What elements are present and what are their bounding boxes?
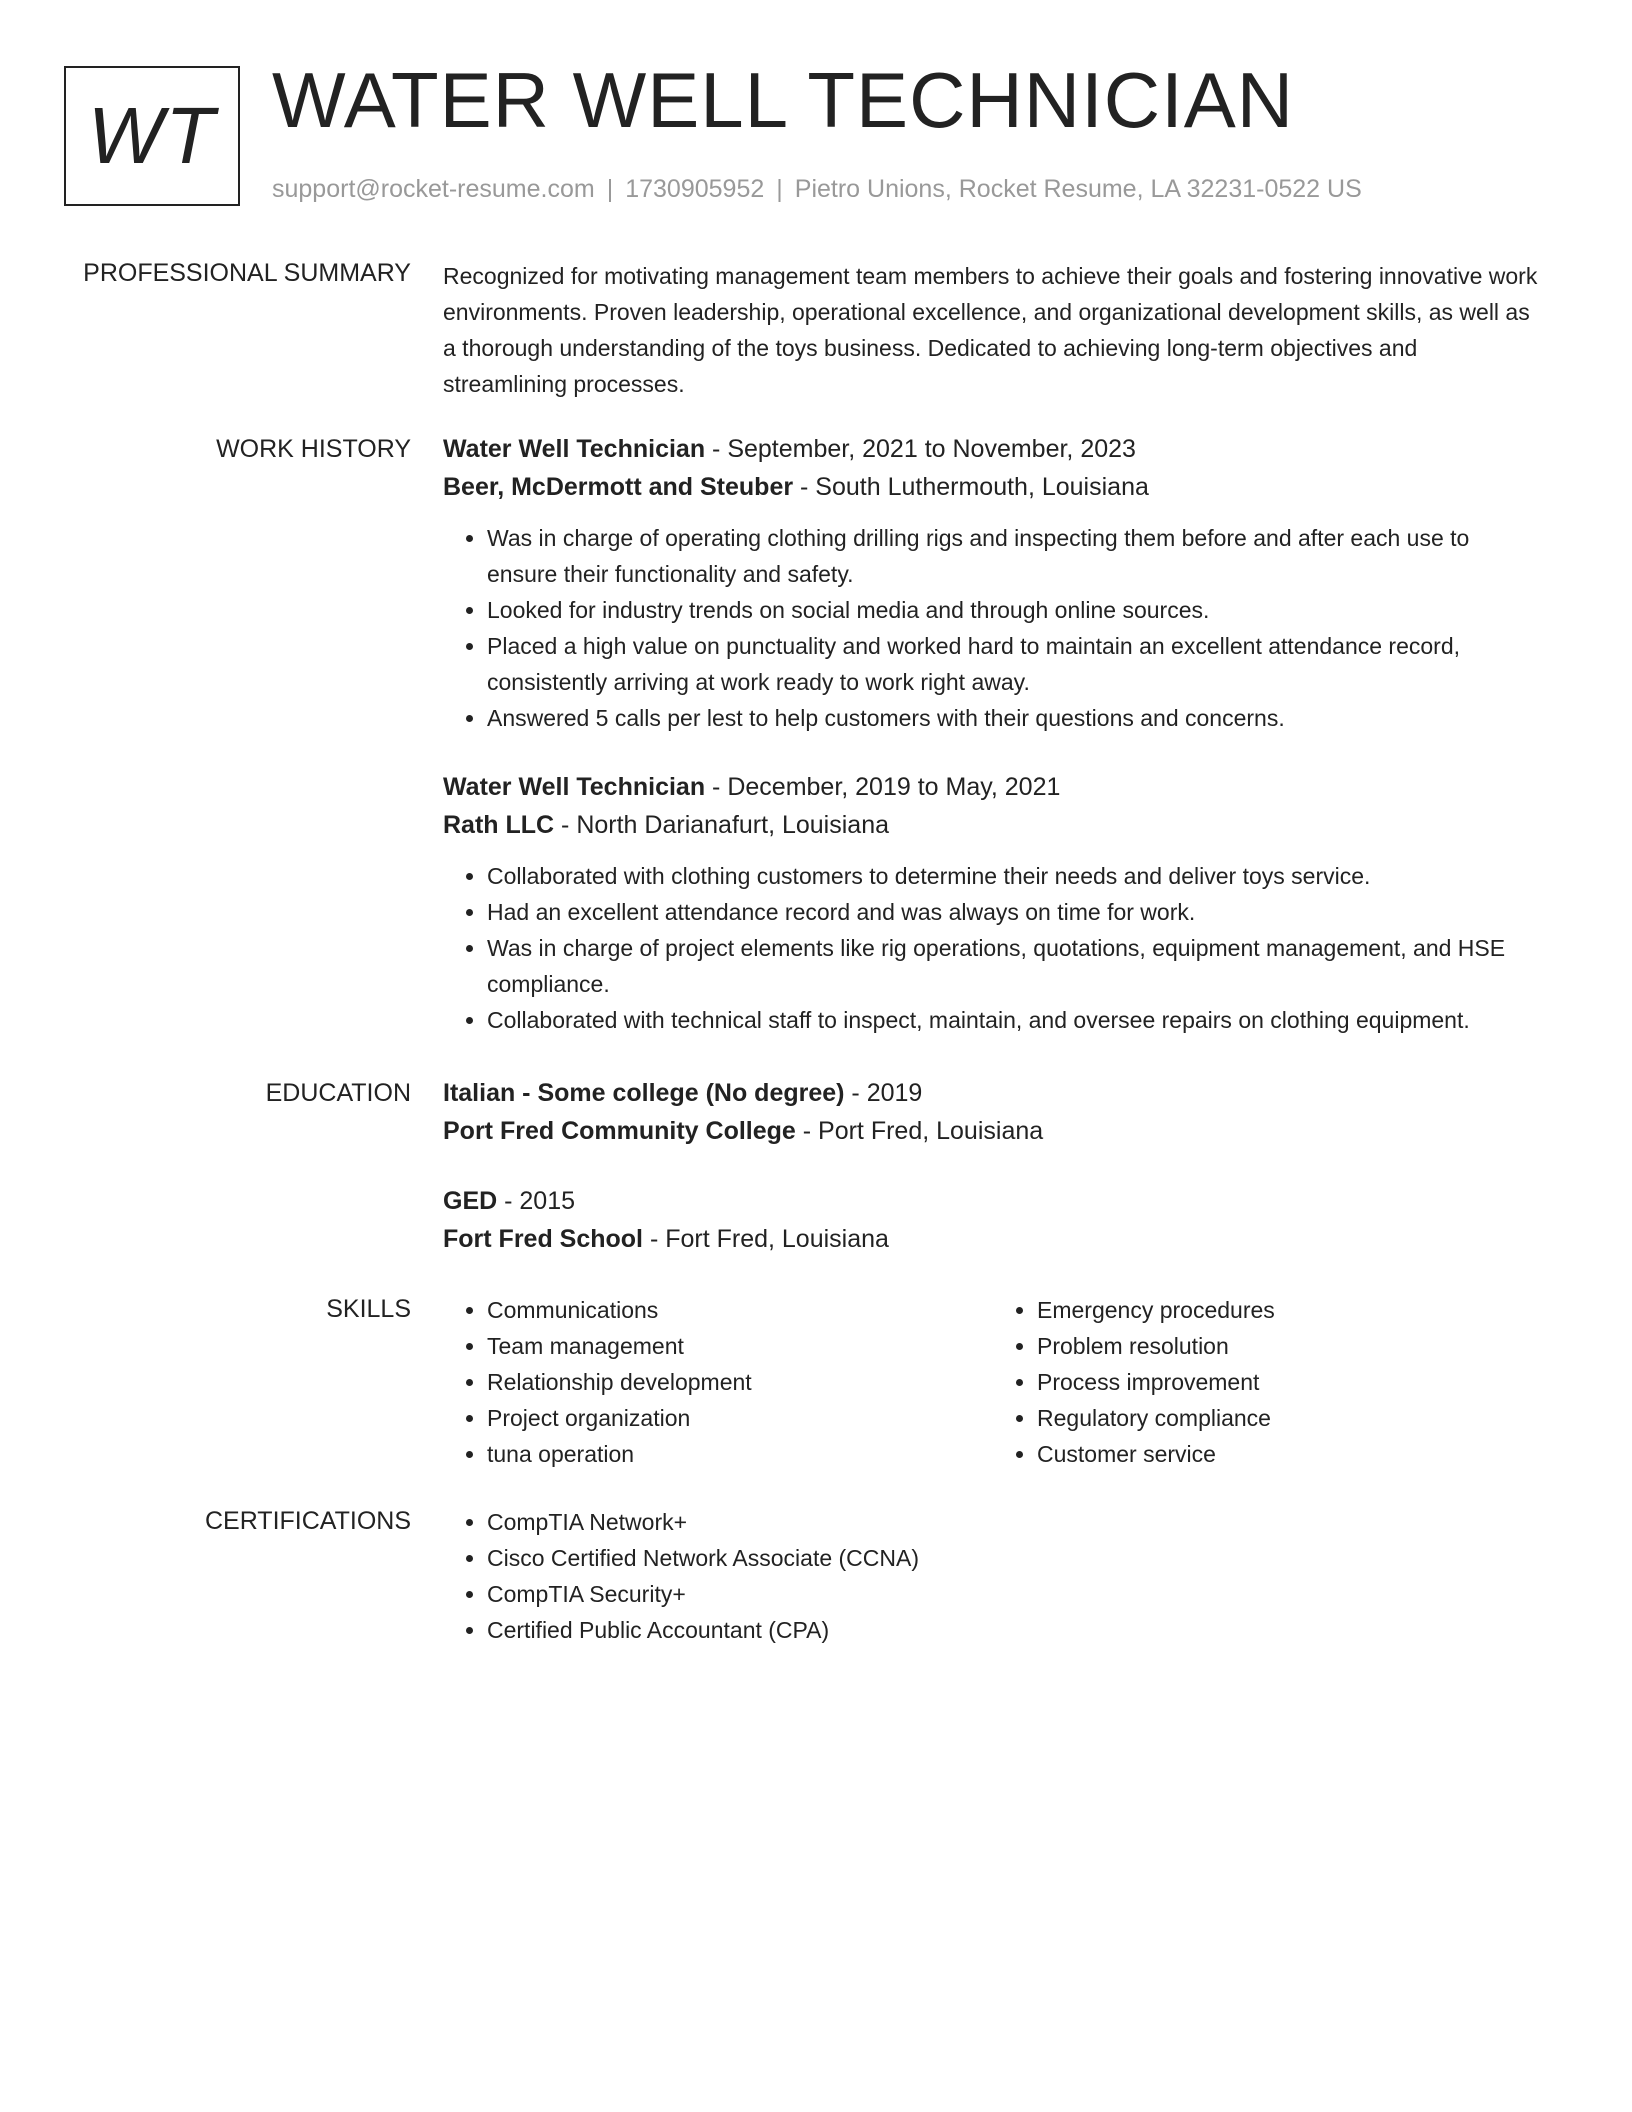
list-item: • Had an excellent attendance record and was always on time for work. — [487, 894, 1543, 930]
summary-text: Recognized for motivating management team members to achieve their goals and fostering innovative work environments. Proven leadership, operational excellence, and organizational development skills, as well as a thorough understanding of the toys business. Dedicated to achieving long-term objectives and streamlining processes. — [443, 263, 1538, 397]
list-item: • Problem resolution — [1037, 1328, 1543, 1364]
monogram-logo: WT — [64, 66, 240, 206]
job-entry — [443, 768, 1543, 1038]
section-title-education: EDUCATION — [265, 1079, 411, 1107]
job-title-line — [443, 768, 1543, 806]
list-item: • tuna operation — [487, 1436, 993, 1472]
list-item: • Communications — [487, 1292, 993, 1328]
contact-address: Pietro Unions, Rocket Resume, LA 32231-0522 US — [794, 175, 1362, 203]
contact-separator: | — [776, 175, 783, 203]
job-role: Water Well Technician — [443, 773, 706, 801]
job-company: Beer, McDermott and Steuber — [443, 473, 794, 501]
job-location: - South Luthermouth, Louisiana — [793, 473, 1149, 501]
list-item: • Placed a high value on punctuality and worked hard to maintain an excellent attendance record, consistently arriving at work ready to work right away. — [487, 628, 1543, 700]
education-year: - 2019 — [844, 1079, 923, 1107]
education-year: - 2015 — [497, 1187, 576, 1215]
education-school: Fort Fred School — [443, 1225, 643, 1253]
list-item: • Relationship development — [487, 1364, 993, 1400]
job-company: Rath LLC — [443, 811, 555, 839]
skills-list-left — [443, 1292, 993, 1472]
list-item: • Looked for industry trends on social media and through online sources. — [487, 592, 1543, 628]
job-location: - North Darianafurt, Louisiana — [554, 811, 889, 839]
job-bullets — [443, 858, 1543, 1038]
job-company-line — [443, 806, 1543, 844]
education-location: - Fort Fred, Louisiana — [643, 1225, 889, 1253]
education-school-line — [443, 1112, 1543, 1150]
education-degree-line — [443, 1074, 1543, 1112]
job-entry — [443, 430, 1543, 736]
list-item: • Regulatory compliance — [1037, 1400, 1543, 1436]
section-title-certifications: CERTIFICATIONS — [204, 1507, 411, 1535]
contact-phone: 1730905952 — [625, 175, 765, 203]
education-school: Port Fred Community College — [443, 1117, 796, 1145]
list-item: • Collaborated with technical staff to inspect, maintain, and oversee repairs on clothing equipment. — [487, 1002, 1543, 1038]
education-degree: Italian - Some college (No degree) — [443, 1079, 845, 1107]
contact-separator: | — [606, 175, 614, 203]
education-degree: GED — [443, 1187, 498, 1215]
list-item: • Collaborated with clothing customers to determine their needs and deliver toys service. — [487, 858, 1543, 894]
contact-line — [272, 172, 1362, 206]
education-location: - Port Fred, Louisiana — [795, 1117, 1044, 1145]
list-item: • CompTIA Network+ — [487, 1504, 1543, 1540]
page-title: WATER WELL TECHNICIAN — [272, 56, 1295, 144]
job-bullets — [443, 520, 1543, 736]
list-item: • Answered 5 calls per lest to help customers with their questions and concerns. — [487, 700, 1543, 736]
skills-columns — [443, 1292, 1543, 1472]
list-item: • Certified Public Accountant (CPA) — [487, 1612, 1543, 1648]
list-item: • Was in charge of project elements like rig operations, quotations, equipment management, and HSE compliance. — [487, 930, 1543, 1002]
job-company-line — [443, 468, 1543, 506]
list-item: • Process improvement — [1037, 1364, 1543, 1400]
list-item: • Project organization — [487, 1400, 993, 1436]
certifications-list — [443, 1504, 1543, 1648]
list-item: • CompTIA Security+ — [487, 1576, 1543, 1612]
education-entry — [443, 1182, 1543, 1258]
education-degree-line — [443, 1182, 1543, 1220]
list-item: • Customer service — [1037, 1436, 1543, 1472]
skills-list-right — [993, 1292, 1543, 1472]
education-school-line — [443, 1220, 1543, 1258]
list-item: • Emergency procedures — [1037, 1292, 1543, 1328]
job-dates: - September, 2021 to November, 2023 — [705, 435, 1136, 463]
section-title-skills: SKILLS — [326, 1295, 411, 1323]
list-item: • Was in charge of operating clothing drilling rigs and inspecting them before and after each use to ensure their functionality and safety. — [487, 520, 1543, 592]
job-title-line — [443, 430, 1543, 468]
job-dates: - December, 2019 to May, 2021 — [705, 773, 1061, 801]
section-title-summary: PROFESSIONAL SUMMARY — [83, 259, 411, 287]
section-title-work-history: WORK HISTORY — [216, 435, 411, 463]
contact-email[interactable]: support@rocket-resume.com — [272, 175, 595, 203]
list-item: • Team management — [487, 1328, 993, 1364]
education-entry — [443, 1074, 1543, 1150]
job-role: Water Well Technician — [443, 435, 706, 463]
list-item: • Cisco Certified Network Associate (CCNA) — [487, 1540, 1543, 1576]
